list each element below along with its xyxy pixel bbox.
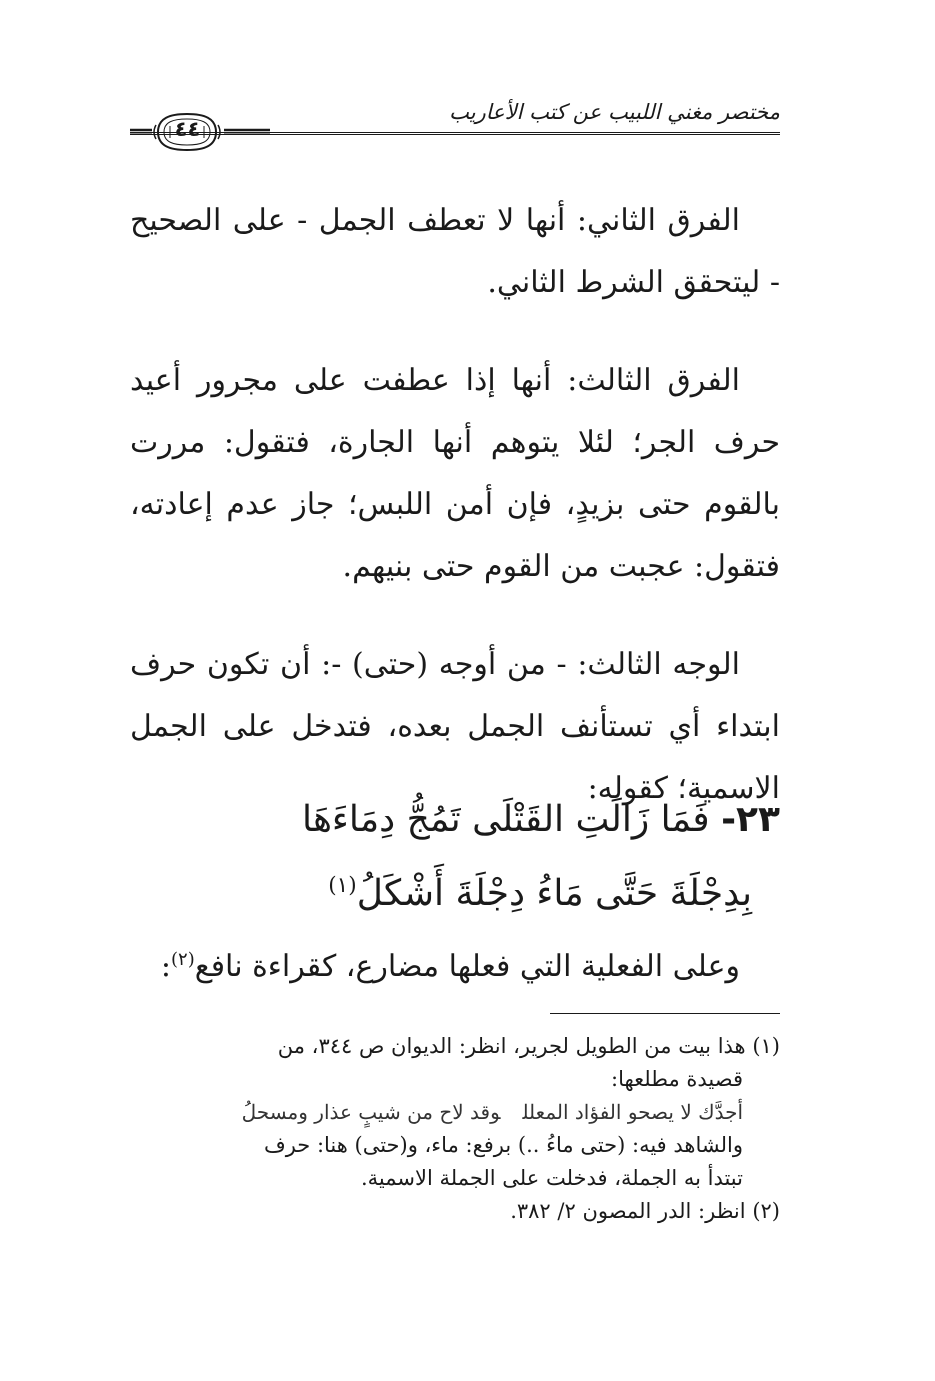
paragraph-second-difference: الفرق الثاني: أنها لا تعطف الجمل - على الصحيح - ليتحقق الشرط الثاني. <box>130 203 780 300</box>
verse-line-first <box>130 787 780 853</box>
footnote-1-line-4: تبتدأ به الجملة، فدخلت على الجملة الاسمية. <box>360 1166 743 1190</box>
closing-colon: : <box>160 949 172 984</box>
footnote-1-line-2: قصيدة مطلعها: <box>611 1067 743 1091</box>
footnote-2-marker: (٢) <box>752 1199 780 1223</box>
footnote-ref-2: (٢) <box>171 949 195 970</box>
closing-text: وعلى الفعلية التي فعلها مضارع، كقراءة نافع <box>194 949 740 984</box>
footnote-1-line-1 <box>130 1030 780 1063</box>
footnote-1-text-a: هذا بيت من الطويل لجرير، انظر: الديوان ص ٣٤٤، من <box>277 1034 746 1058</box>
verse-block <box>130 787 780 927</box>
footnote-2 <box>130 1195 780 1228</box>
verse-number: ٢٣- <box>721 799 780 840</box>
footnote-2-text: انظر: الدر المصون ٢/ ٣٨٢. <box>510 1199 746 1223</box>
footnote-1-line-3: والشاهد فيه: (حتى ماءُ ..) برفع: ماء، و(حتى) هنا: حرف <box>263 1133 743 1157</box>
header-title: مختصر مغني اللبيب عن كتب الأعاريب <box>449 100 780 124</box>
verse-line-second <box>130 853 780 927</box>
verse-first-hemistich: فَمَا زَالَتِ القَتْلَى تَمُجُّ دِمَاءَهَا <box>301 799 710 840</box>
paragraph-third-aspect: الوجه الثالث: - من أوجه (حتى) -: أن تكون حرف ابتداء أي تستأنف الجمل بعده، فتدخل على الجمل الاسمية؛ كقوله: <box>130 647 780 806</box>
verse-second-hemistich: بِدِجْلَةَ حَتَّى مَاءُ دِجْلَةَ أَشْكَلُ <box>356 873 752 914</box>
footnote-1-poem <box>130 1096 780 1129</box>
paragraph-third-difference: الفرق الثالث: أنها إذا عطفت على مجرور أعيد حرف الجر؛ لئلا يتوهم أنها الجارة، فتقول: مررت بالقوم حتى بزيدٍ، فإن أمن اللبس؛ جاز عدم إعادته، فتقول: عجبت من القوم حتى بنيهم. <box>130 363 780 584</box>
page-number-badge <box>130 110 270 154</box>
footnote-1-poem-first: أجدَّك لا يصحو الفؤاد المعلل <box>522 1100 743 1124</box>
running-header <box>130 98 780 158</box>
main-text <box>130 190 780 856</box>
footnote-ref-1: (١) <box>328 873 357 898</box>
closing-line <box>130 935 780 992</box>
footnote-1-marker: (١) <box>752 1034 780 1058</box>
footnote-1-poem-second: وقد لاح من شيبٍ عذار ومسحلُ <box>241 1100 501 1124</box>
footnote-separator <box>550 1013 780 1014</box>
footnotes <box>130 1030 780 1228</box>
page-number: ٤٤ <box>174 117 201 141</box>
